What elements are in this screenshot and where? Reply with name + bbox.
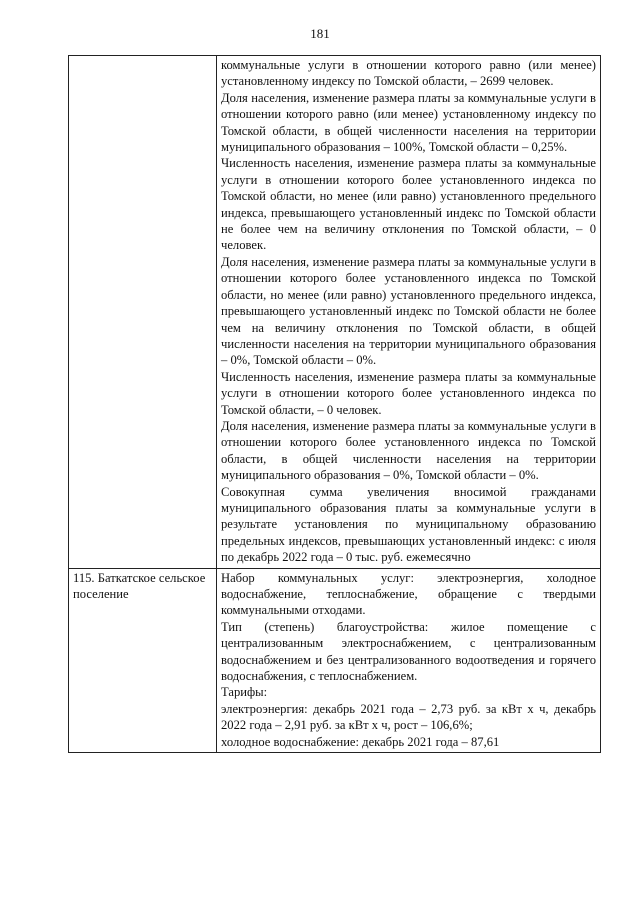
- paragraph: Совокупная сумма увеличения вносимой гражданами муниципального образования платы за коммунальные услуги в результате установления по муниципальному образованию предельных индексов, превышающих установленный индекс: с июля по декабрь 2022 года – 0 тыс. руб. ежемесячно: [221, 484, 596, 565]
- paragraph: Доля населения, изменение размера платы за коммунальные услуги в отношении которого более установленного индекса по Томской области, но менее (или равно) установленного предельного индекса, превышающего установленный индекс по Томской области не более чем на величину отклонения по Томской области, в общей численности населения на территории муниципального образования – 0%, Томской области – 0%.: [221, 254, 596, 368]
- document-table: [68, 55, 601, 753]
- municipality-cell: [69, 568, 217, 752]
- table-row: [69, 56, 601, 569]
- municipality-cell: [69, 56, 217, 569]
- paragraph: Доля населения, изменение размера платы за коммунальные услуги в отношении которого равно (или менее) установленному индексу по Томской области, в общей численности населения на территории муниципального образования – 100%, Томской области – 0,25%.: [221, 90, 596, 155]
- paragraph: Доля населения, изменение размера платы за коммунальные услуги в отношении которого более установленного индекса по Томской области, в общей численности населения на территории муниципального образования – 0%, Томской области – 0%.: [221, 418, 596, 483]
- paragraph: Тарифы:: [221, 685, 268, 700]
- table-row: [69, 568, 601, 752]
- paragraph: Набор коммунальных услуг: электроэнергия, холодное водоснабжение, теплоснабжение, обращение с твердыми коммунальными отходами.: [221, 570, 596, 618]
- paragraph: холодное водоснабжение: декабрь 2021 года – 87,61: [221, 734, 500, 749]
- paragraph: электроэнергия: декабрь 2021 года – 2,73 руб. за кВт х ч, декабрь 2022 года – 2,91 руб. за кВт х ч, рост – 106,6%;: [221, 701, 596, 733]
- description-cell: [217, 568, 601, 752]
- page-number: 181: [310, 26, 330, 41]
- municipality-name: 115. Баткатское сельское поселение: [73, 570, 206, 601]
- paragraph: Численность населения, изменение размера платы за коммунальные услуги в отношении которого более установленного индекса по Томской области, – 0 человек.: [221, 369, 596, 417]
- paragraph: коммунальные услуги в отношении которого равно (или менее) установленному индексу по Томской области, – 2699 человек.: [221, 58, 596, 89]
- paragraph: Тип (степень) благоустройства: жилое помещение с централизованным электроснабжением, с централизованным водоснабжением и без централизованного водоотведения и горячего водоснабжения, с теплоснабжением.: [221, 619, 596, 684]
- description-cell: [217, 56, 601, 569]
- paragraph: Численность населения, изменение размера платы за коммунальные услуги в отношении которого более установленного индекса по Томской области, но менее (или равно) установленного предельного индекса, превышающего установленный индекс по Томской области не более чем на величину отклонения по Томской области, – 0 человек.: [221, 156, 596, 253]
